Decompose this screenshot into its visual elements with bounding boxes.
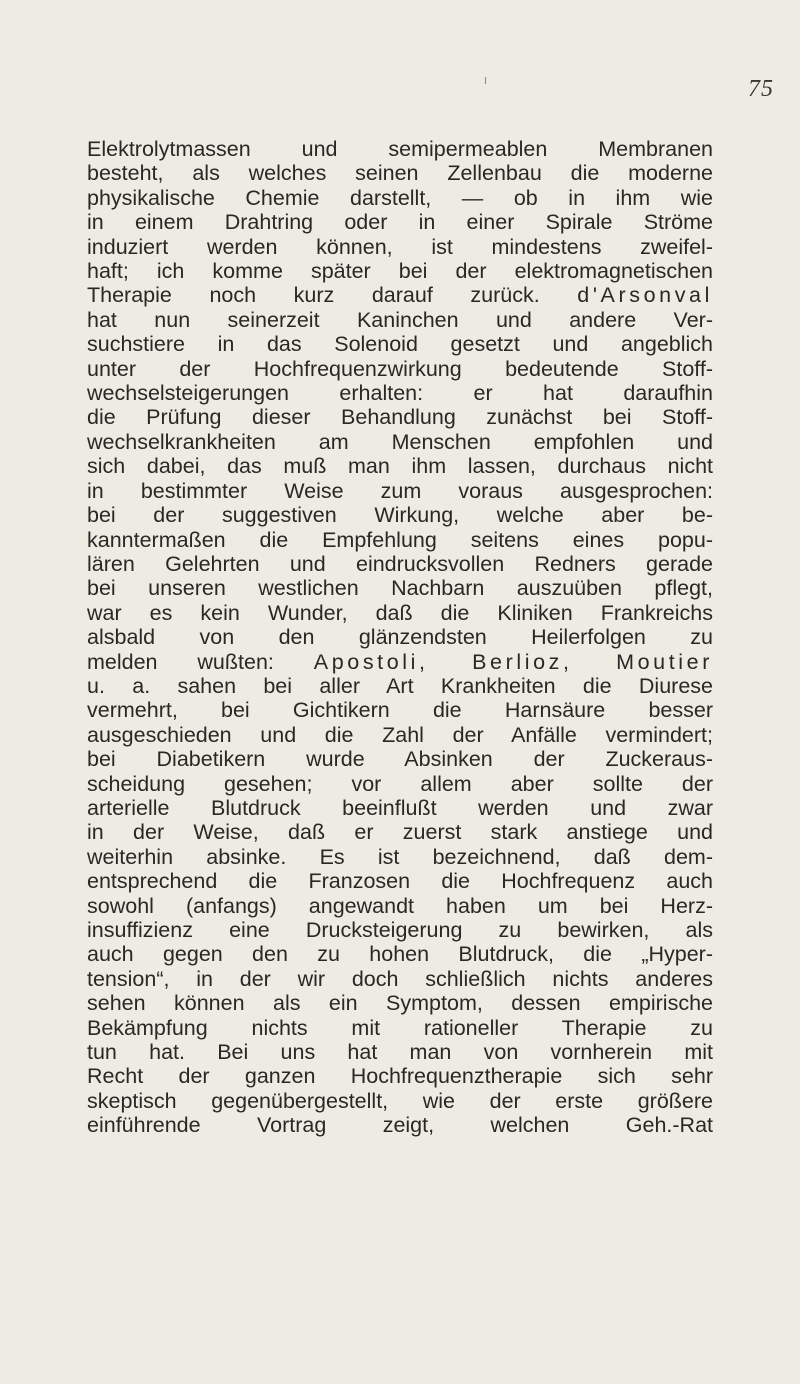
- text-line: [87, 528, 713, 552]
- text-segment: hat nun seinerzeit Kaninchen und andere Ver-: [87, 307, 713, 332]
- text-segment: bei unseren westlichen Nachbarn auszuüben pflegt,: [87, 576, 713, 601]
- text-line: [87, 357, 713, 381]
- text-line: [87, 625, 713, 649]
- text-segment: vermehrt, bei Gichtikern die Harnsäure besser: [87, 698, 713, 723]
- text-line: [87, 454, 713, 478]
- text-line: [87, 942, 713, 966]
- text-segment: tension“, in der wir doch schließlich nichts anderes: [87, 966, 713, 991]
- text-segment: die Prüfung dieser Behandlung zunächst bei Stoff-: [87, 405, 713, 430]
- text-line: [87, 405, 713, 429]
- text-segment: wechselsteigerungen erhalten: er hat daraufhin: [87, 381, 713, 406]
- text-line: [87, 967, 713, 991]
- text-segment: alsbald von den glänzendsten Heilerfolgen zu: [87, 625, 713, 650]
- body-text: [87, 137, 713, 1138]
- text-line: [87, 381, 713, 405]
- text-segment: scheidung gesehen; vor allem aber sollte der: [87, 771, 713, 796]
- text-line: [87, 186, 713, 210]
- text-line: [87, 332, 713, 356]
- text-segment: melden wußten:: [87, 649, 314, 674]
- text-line: [87, 894, 713, 918]
- text-line: [87, 479, 713, 503]
- text-segment: Elektrolytmassen und semipermeablen Membranen: [87, 137, 713, 161]
- text-segment: Therapie noch kurz darauf zurück.: [87, 283, 578, 308]
- text-segment: weiterhin absinke. Es ist bezeichnend, daß dem-: [87, 844, 713, 869]
- text-segment: ausgeschieden und die Zahl der Anfälle vermindert;: [87, 722, 713, 747]
- text-line: [87, 259, 713, 283]
- text-line: [87, 918, 713, 942]
- text-line: [87, 674, 713, 698]
- text-segment: lären Gelehrten und eindrucksvollen Redners gerade: [87, 551, 713, 576]
- text-line: [87, 845, 713, 869]
- text-segment: in bestimmter Weise zum voraus ausgesprochen:: [87, 478, 713, 503]
- text-segment: sehen können als ein Symptom, dessen empirische: [87, 991, 713, 1016]
- text-segment: in der Weise, daß er zuerst stark anstiege und: [87, 820, 713, 845]
- text-segment: suchstiere in das Solenoid gesetzt und angeblich: [87, 332, 713, 357]
- text-line: [87, 1089, 713, 1113]
- text-line: [87, 723, 713, 747]
- text-line: [87, 137, 713, 161]
- text-line: [87, 601, 713, 625]
- text-line: [87, 1064, 713, 1088]
- text-segment: war es kein Wunder, daß die Kliniken Frankreichs: [87, 600, 713, 625]
- text-line: [87, 698, 713, 722]
- text-line: [87, 747, 713, 771]
- text-segment: sowohl (anfangs) angewandt haben um bei Herz-: [87, 893, 713, 918]
- text-line: [87, 796, 713, 820]
- text-line: [87, 1113, 713, 1137]
- text-segment: u. a. sahen bei aller Art Krankheiten die Diurese: [87, 673, 713, 698]
- text-line: [87, 869, 713, 893]
- spaced-name: d'Arsonval: [577, 283, 713, 308]
- text-line: [87, 430, 713, 454]
- text-segment: bei Diabetikern wurde Absinken der Zuckeraus-: [87, 747, 713, 772]
- text-line: [87, 650, 713, 674]
- text-segment: auch gegen den zu hohen Blutdruck, die „Hyper-: [87, 942, 713, 967]
- text-line: [87, 210, 713, 234]
- text-line: [87, 576, 713, 600]
- page-number: 75: [748, 76, 774, 102]
- text-segment: insuffizienz eine Drucksteigerung zu bewirken, als: [87, 918, 713, 942]
- text-line: [87, 772, 713, 796]
- text-segment: induziert werden können, ist mindestens zweifel-: [87, 234, 713, 259]
- text-line: [87, 308, 713, 332]
- text-segment: skeptisch gegenübergestellt, wie der erste größere: [87, 1088, 713, 1113]
- text-segment: haft; ich komme später bei der elektromagnetischen: [87, 259, 713, 284]
- text-line: [87, 1016, 713, 1040]
- text-line: [87, 503, 713, 527]
- text-segment: in einem Drahtring oder in einer Spirale Ströme: [87, 210, 713, 235]
- text-segment: einführende Vortrag zeigt, welchen Geh.-Rat: [87, 1113, 713, 1138]
- text-line: [87, 991, 713, 1015]
- text-segment: Bekämpfung nichts mit rationeller Therapie zu: [87, 1015, 713, 1040]
- text-segment: entsprechend die Franzosen die Hochfrequenz auch: [87, 869, 713, 894]
- page-mark: [485, 77, 486, 84]
- text-segment: kanntermaßen die Empfehlung seitens eines popu-: [87, 527, 713, 552]
- text-segment: arterielle Blutdruck beeinflußt werden und zwar: [87, 795, 713, 820]
- text-line: [87, 161, 713, 185]
- text-segment: sich dabei, das muß man ihm lassen, durchaus nicht: [87, 454, 713, 479]
- spaced-name: Apostoli, Berlioz, Moutier: [313, 649, 713, 674]
- text-line: [87, 283, 713, 307]
- text-segment: Recht der ganzen Hochfrequenztherapie sich sehr: [87, 1064, 713, 1089]
- text-segment: wechselkrankheiten am Menschen empfohlen und: [87, 429, 713, 454]
- text-segment: physikalische Chemie darstellt, — ob in ihm wie: [87, 185, 713, 210]
- text-segment: unter der Hochfrequenzwirkung bedeutende Stoff-: [87, 356, 713, 381]
- text-line: [87, 552, 713, 576]
- text-line: [87, 235, 713, 259]
- text-segment: tun hat. Bei uns hat man von vornherein mit: [87, 1040, 713, 1065]
- text-segment: bei der suggestiven Wirkung, welche aber be-: [87, 503, 713, 528]
- text-line: [87, 1040, 713, 1064]
- text-segment: besteht, als welches seinen Zellenbau die moderne: [87, 161, 713, 186]
- text-line: [87, 820, 713, 844]
